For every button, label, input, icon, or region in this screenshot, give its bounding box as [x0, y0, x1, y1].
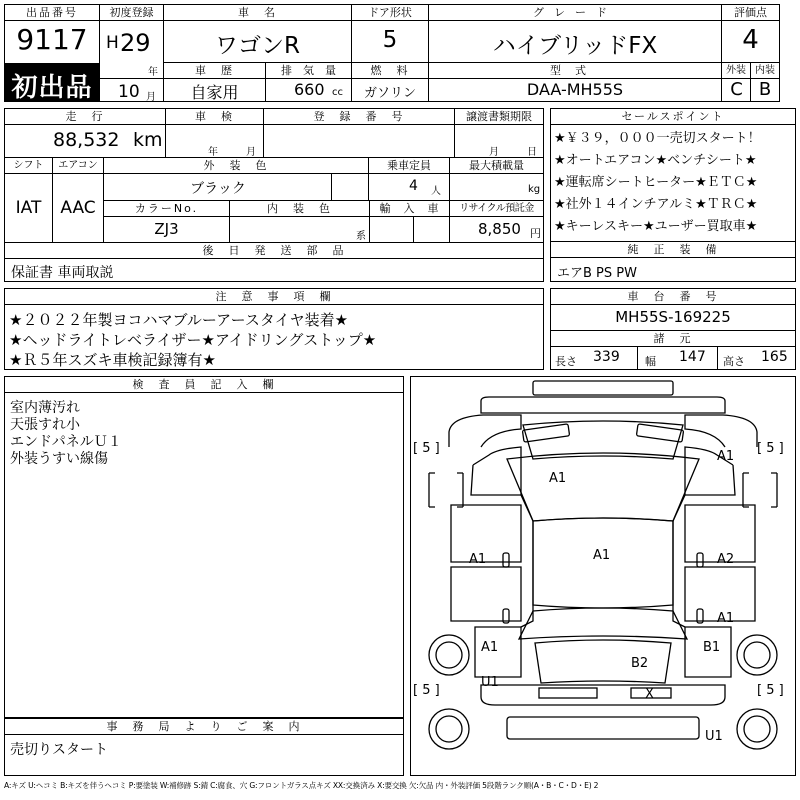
color-value: ブラック	[190, 181, 246, 197]
exterior-grade: C	[730, 79, 743, 100]
inspector-line: 天張すれ小	[10, 417, 80, 433]
reg-month-unit: 月	[146, 92, 156, 102]
first-reg-label: 初度登録	[100, 5, 163, 21]
mileage-unit: km	[133, 129, 163, 151]
ac-label: エアコン	[53, 158, 103, 174]
car-name-label: 車 名	[164, 5, 351, 21]
inspector-block	[4, 376, 404, 718]
capacity-unit: 人	[431, 186, 441, 197]
lot-cell	[4, 4, 100, 64]
sales-points-block	[550, 108, 796, 242]
office-value: 売切りスタート	[10, 742, 108, 758]
ac-cell	[52, 157, 104, 243]
length-label: 長さ	[555, 355, 577, 368]
sales-point-line: ★運転席シートヒーター★ＥＴＣ★	[554, 175, 758, 190]
grade-cell	[428, 4, 722, 63]
first-listing-badge	[4, 63, 100, 102]
displacement-unit: cc	[332, 87, 343, 98]
inspection-month-unit: 月	[246, 147, 256, 158]
chassis-block	[550, 288, 796, 370]
color-cell	[103, 157, 369, 201]
color-no-label: カラーNo.	[104, 201, 229, 217]
displacement-cell	[265, 62, 352, 102]
transfer-month-unit: 月	[489, 147, 499, 158]
interior-color-unit: 系	[356, 231, 366, 242]
fuel-cell	[351, 62, 429, 102]
capacity-cell	[368, 157, 450, 201]
doors-value: 5	[382, 27, 398, 53]
notes-label: 注 意 事 項 欄	[5, 289, 543, 305]
damage-code: U1	[481, 675, 499, 690]
registration-cell	[263, 108, 455, 158]
height-value: 165	[761, 349, 788, 365]
inspection-label: 車 検	[166, 109, 263, 125]
score-value: 4	[742, 25, 759, 55]
equipment-value: エアB PS PW	[557, 266, 637, 281]
car-diagram	[410, 376, 796, 776]
model-cell	[428, 62, 722, 102]
tire-label-rear-right: [ 5 ]	[757, 683, 784, 698]
grade-value: ハイブリッドFX	[492, 33, 658, 59]
registration-label: 登 録 番 号	[264, 109, 454, 125]
transfer-cell	[454, 108, 544, 158]
sales-point-line: ★社外１４インチアルミ★ＴＲＣ★	[554, 197, 758, 212]
capacity-value: 4	[409, 178, 418, 194]
legend: A:キズ U:ヘコミ B:キズを伴うヘコミ P:要塗装 W:補修跡 S:錆 C:腐食、穴 G:フロントガラス点キズ XX:交換済み X:要交換 欠:欠品 内・外装評価 5段階ランク順(A・B・C・D・E) 2	[4, 781, 599, 790]
tire-label-front-left: [ 5 ]	[413, 441, 440, 456]
interior-color-cell	[229, 200, 370, 243]
shift-cell	[4, 157, 53, 243]
grade-label: グレード	[429, 5, 721, 21]
color-label: 外 装 色	[104, 158, 368, 174]
later-parts-value: 保証書 車両取説	[11, 265, 114, 281]
damage-code: A1	[717, 449, 735, 464]
fuel-label: 燃 料	[352, 63, 428, 79]
shift-value: IAT	[15, 198, 42, 218]
recycle-value: 8,850	[478, 220, 521, 238]
model-label: 型式	[429, 63, 721, 79]
fuel-value: ガソリン	[363, 86, 416, 101]
model-value: DAA-MH55S	[526, 80, 624, 99]
recycle-cell	[449, 200, 544, 243]
notes-line: ★２０２２年製ヨコハマブルーアースタイヤ装着★	[9, 311, 349, 329]
damage-code: B2	[631, 656, 649, 671]
car-outline	[411, 377, 795, 775]
mileage-label: 走 行	[5, 109, 165, 125]
color-no-cell	[103, 200, 230, 243]
inspector-label: 検 査 員 記 入 欄	[5, 377, 403, 393]
inspection-year-unit: 年	[208, 147, 218, 158]
load-label: 最大積載量	[450, 158, 543, 174]
lot-label: 出品番号	[5, 5, 99, 21]
exterior-label: 外装	[722, 63, 751, 79]
recycle-unit: 円	[530, 227, 541, 240]
sales-point-line: ★オートエアコン★ベンチシート★	[554, 153, 757, 168]
history-label: 車 歴	[164, 63, 265, 79]
displacement-value: 660	[294, 80, 325, 99]
equipment-block	[550, 241, 796, 282]
office-block	[4, 718, 404, 776]
damage-code: A1	[717, 611, 735, 626]
doors-cell	[351, 4, 429, 63]
ac-value: AAC	[60, 198, 96, 218]
later-parts-cell	[4, 242, 544, 282]
mileage-cell	[4, 108, 166, 158]
equipment-label: 純 正 装 備	[551, 242, 795, 258]
inspector-line: エンドパネルＵ１	[10, 434, 122, 450]
width-value: 147	[679, 349, 706, 365]
reg-year-unit: 年	[148, 67, 158, 78]
height-label: 高さ	[723, 355, 745, 368]
dims-label: 諸 元	[551, 330, 795, 347]
lot-number: 9117	[16, 23, 88, 56]
car-name-cell	[163, 4, 352, 63]
chassis-label: 車 台 番 号	[551, 289, 795, 305]
ext-int-cell	[721, 62, 780, 102]
load-cell	[449, 157, 544, 201]
damage-code: A1	[469, 552, 487, 567]
reg-year: 29	[120, 29, 151, 57]
tire-label-front-right: [ 5 ]	[757, 441, 784, 456]
load-unit: kg	[528, 184, 541, 195]
interior-label: 内装	[751, 63, 779, 79]
first-reg-cell	[99, 4, 164, 102]
transfer-day-unit: 日	[527, 147, 537, 158]
first-listing-text: 初出品	[11, 73, 93, 102]
tire-label-rear-left: [ 5 ]	[413, 683, 440, 698]
reg-month: 10	[118, 82, 140, 102]
damage-code: U1	[705, 729, 723, 744]
displacement-label: 排 気 量	[266, 63, 351, 79]
shift-label: シフト	[5, 158, 52, 174]
damage-code: A2	[717, 552, 735, 567]
notes-line: ★Ｒ５年スズキ車検記録簿有★	[9, 351, 216, 369]
era: H	[106, 33, 119, 53]
mileage-value: 88,532	[53, 129, 120, 151]
transfer-label: 譲渡書類期限	[455, 109, 543, 125]
inspector-line: 外装うすい線傷	[10, 451, 108, 467]
notes-block	[4, 288, 544, 370]
sales-point-line: ★キーレスキー★ユーザー買取車★	[554, 219, 758, 234]
damage-code: B1	[703, 640, 721, 655]
history-cell	[163, 62, 266, 102]
sales-points-label: セールスポイント	[551, 109, 795, 125]
inspection-cell	[165, 108, 264, 158]
recycle-label: リサイクル預託金	[450, 201, 543, 217]
import-label: 輸 入 車	[370, 201, 449, 217]
capacity-label: 乗車定員	[369, 158, 449, 174]
damage-code: A1	[549, 471, 567, 486]
car-name: ワゴンR	[215, 33, 300, 59]
color-no-value: ZJ3	[154, 220, 179, 238]
damage-code: A1	[593, 548, 611, 563]
chassis-value: MH55S-169225	[615, 308, 731, 326]
width-label: 幅	[645, 355, 656, 368]
sales-point-line: ★￥３９，０００一売切スタート！	[554, 131, 761, 146]
import-cell	[369, 200, 450, 243]
length-value: 339	[593, 349, 620, 365]
notes-line: ★ヘッドライトレベライザー★アイドリングストップ★	[9, 331, 377, 349]
score-cell	[721, 4, 780, 63]
score-label: 評価点	[722, 5, 779, 21]
interior-color-label: 内 装 色	[230, 201, 369, 217]
office-label: 事 務 局 よ り ご 案 内	[5, 719, 403, 735]
damage-code: X	[645, 687, 654, 702]
damage-code: A1	[481, 640, 499, 655]
inspector-line: 室内薄汚れ	[10, 400, 80, 416]
history-value: 自家用	[190, 83, 239, 102]
later-parts-label: 後 日 発 送 部 品	[5, 243, 543, 259]
doors-label: ドア形状	[352, 5, 428, 21]
interior-grade: B	[758, 79, 772, 100]
